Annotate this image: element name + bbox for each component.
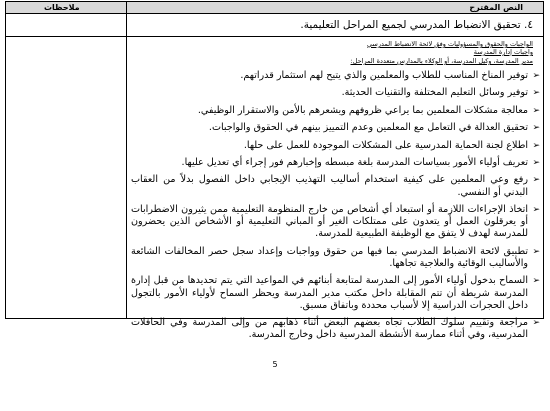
arrow-bullet-icon: ➢ (532, 175, 540, 186)
arrow-bullet-icon: ➢ (532, 123, 540, 134)
list-item-text: اتخاذ الإجراءات اللازمة أو استبعاد أي أشخاص من خارج المنظومة التعليمية ممن يثيرون الاضطرابات أو يعرقلون العمل أو يتعدون على ممتلكات الغير أو المباني التعليمية أو الأشخاص الذين يحضرون للمدرسة لهدف لا يتفق مع الوظيفة الطبيعية للمدرسة. (131, 203, 528, 240)
list-item (131, 246, 540, 270)
list-item-text: تطبيق لائحة الانضباط المدرسي بما فيها من حقوق وواجبات وإعداد سجل حصر المخالفات الشائعة والأساليب الوقائية والعلاجية تجاهها. (131, 245, 528, 269)
list-item (131, 70, 540, 82)
list-item-text: اطلاع لجنة الحماية المدرسية على المشكلات الموجودة للعمل على حلها. (243, 139, 528, 151)
row-title-text: ٤. تحقيق الانضباط المدرسي لجميع المراحل التعليمية. (300, 19, 533, 31)
list-item-text: تعريف أولياء الأمور بسياسات المدرسة بلغة مبسطه وإخبارهم فور إجراء أي تعديل عليها. (181, 156, 528, 168)
list-item-text: السماح بدخول أولياء الأمور إلى المدرسة لمتابعة أبنائهم في المواعيد التي يتم تحديدها من قبل إدارة المدرسة شريطة أن تتم المقابلة داخل مكتب مدير المدرسة ويحظر السماح لأولياء الأمور بالتجول داخل الحجرات الدراسية إلا لأسباب محددة وباتفاق مسبق. (131, 275, 528, 311)
list-item-text: رفع وعي المعلمين على كيفية استخدام أساليب التهذيب الإيجابي داخل الفصول بدلاً من العقاب البدني أو النفسي. (131, 174, 528, 198)
table-row-content (127, 37, 543, 341)
arrow-bullet-icon: ➢ (532, 88, 540, 99)
arrow-bullet-icon: ➢ (532, 157, 540, 168)
list-item (131, 140, 540, 152)
sub-heading-principal: مدير المدرسة، وكيل المدرسة، أو الوكلاء بالمدارس متعددة المراحل: (350, 57, 533, 65)
table-row-title (6, 14, 543, 37)
list-item-text: توفير المناخ المناسب للطلاب والمعلمين والذي يتيح لهم استثمار قدراتهم. (240, 70, 528, 81)
arrow-bullet-icon: ➢ (532, 105, 540, 116)
list-item (131, 275, 540, 312)
table-header (6, 2, 543, 14)
list-item-text: توفير وسائل التعليم المختلفة والتقنيات الحديثة. (341, 87, 528, 99)
header-notes: ملاحظات (44, 3, 80, 12)
list-item-text: معالجة مشكلات المعلمين بما يراعي ظروفهم ويشعرهم بالأمن والاستقرار الوظيفي. (197, 104, 528, 116)
list-item-text: تحقيق العدالة في التعامل مع المعلمين وعدم التمييز بينهم في الحقوق والواجبات. (208, 122, 528, 134)
sub-heading-duties: واجبات إدارة المدرسة (473, 48, 533, 56)
header-proposed-text: النص المقترح (469, 3, 523, 12)
list-item (131, 157, 540, 169)
list-item (131, 122, 540, 134)
list-item-text: مراجعة وتقييم سلوك الطلاب تجاه بعضهم البعض أثناء ذهابهم من وإلى المدرسة وفي الحافلات المدرسية، وفي أثناء ممارسة الأنشطة المدرسية داخل وخارج المدرسة. (131, 317, 528, 341)
list-item (131, 317, 540, 341)
arrow-bullet-icon: ➢ (532, 71, 540, 81)
list-item (131, 87, 540, 99)
duties-list (131, 70, 540, 347)
page-number: 5 (272, 360, 278, 369)
list-item (131, 174, 540, 198)
list-item (131, 105, 540, 117)
arrow-bullet-icon: ➢ (532, 276, 540, 287)
sub-heading-rights: الواجبات والحقوق والمسؤوليات وفق لائحة الانضباط المدرسي (367, 40, 533, 48)
arrow-bullet-icon: ➢ (532, 318, 540, 329)
arrow-bullet-icon: ➢ (532, 140, 540, 151)
list-item (131, 204, 540, 241)
arrow-bullet-icon: ➢ (532, 204, 540, 215)
arrow-bullet-icon: ➢ (532, 246, 540, 257)
proposal-table (5, 1, 544, 341)
